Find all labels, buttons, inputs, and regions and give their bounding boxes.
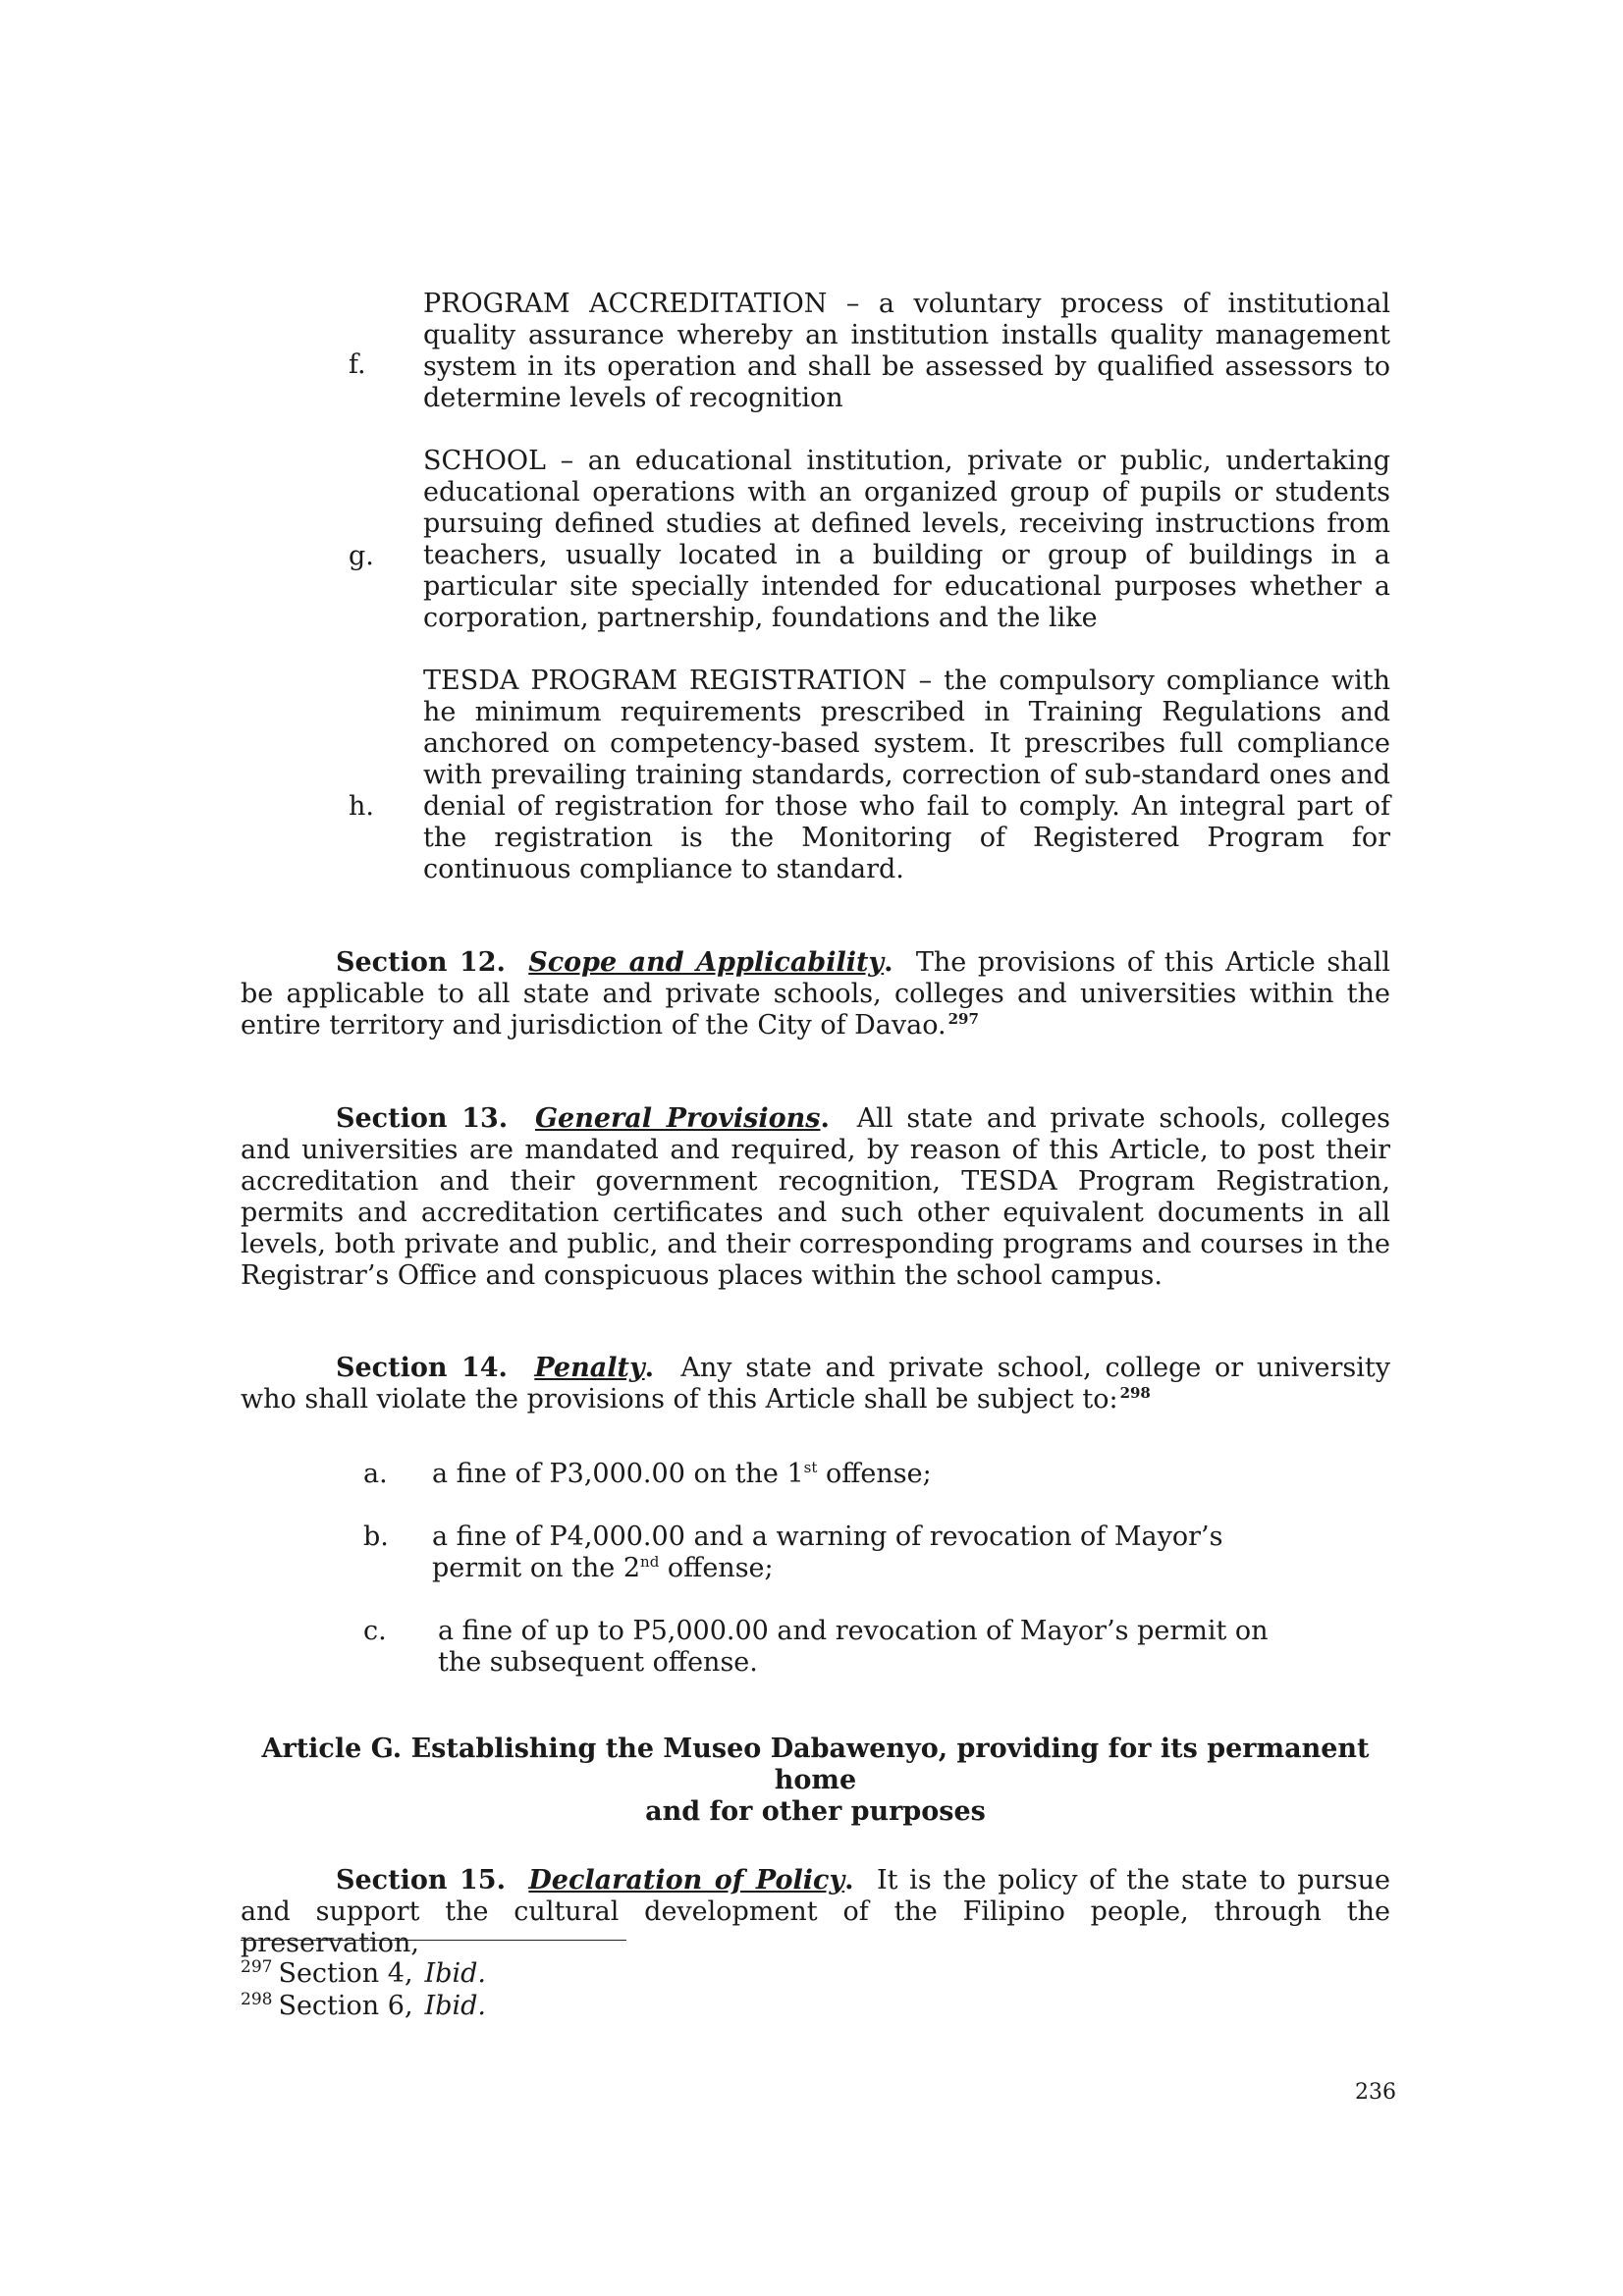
penalty-letter: b. [363,1522,389,1552]
penalty-letter: a. [363,1459,388,1489]
definition-text: TESDA PROGRAM REGISTRATION – the compulsory compliance with he minimum requirements prescribed in Training Regulations and anchored on competency-based system. It prescribes full compliance with prevailing training standards, correction of sub-standard ones and denial of registration for those who fail to comply. An integral part of the registration is the Monitoring of Registered Program for continuous compliance to standard. [423,666,1390,884]
footnote-ref: 297 [947,1010,979,1028]
footnote-298 [241,1991,486,2022]
definition-item-f [349,289,1390,414]
section-15 [241,1865,1390,1959]
section-14 [241,1353,1390,1415]
penalty-text: a fine of P4,000.00 and a warning of revocation of Mayor’s [432,1522,1223,1552]
section-12 [241,947,1390,1041]
footnote-ibid: Ibid. [424,1991,486,2021]
section-number: Section 12. [336,947,506,978]
article-heading-line: and for other purposes [645,1796,986,1827]
section-text: Any state and private school, college or university who shall violate the provisions of this Article shall be subject to: [241,1353,1390,1415]
footnote-number: 297 [241,1957,273,1977]
penalty-text-continued: permit on the 2nd offense; [432,1553,774,1583]
section-paragraph: Section 13. General Provisions. All state and private schools, colleges and universities are mandated and required, by reason of this Article, to post their accreditation and their government recognition, TESDA Program Registration, permits and accreditation certificates and such other equivalent documents in all levels, both private and public, and their corresponding programs and courses in the Registrar’s Office and conspicuous places within the school campus. [241,1103,1391,1291]
article-heading-line: Article G. Establishing the Museo Dabawenyo, providing for its permanent home [261,1734,1370,1795]
definition-item-h [349,666,1390,885]
page-number: 236 [1355,2080,1396,2105]
footnote-text: Section 6, [278,1991,413,2021]
section-paragraph: Section 14. Penalty. Any state and private school, college or university who shall violate the provisions of this Article shall be subject to: $^{298}$ [241,1353,1390,1415]
section-paragraph: Section 15. Declaration of Policy. It is the policy of the state to pursue and support the cultural development of the Filipino people, through the preservation, [241,1865,1390,1958]
penalty-text: a fine of P3,000.00 on the 1st offense; [432,1459,932,1489]
footnote-number: 298 [241,1990,273,2009]
section-paragraph: Section 12. Scope and Applicability. The provisions of this Article shall be applicable to all state and private schools, colleges and universities within the entire territory and jurisdiction of the City of Davao. $^{297}$ [241,947,1390,1041]
section-number: Section 15. [336,1865,506,1896]
footnote-ref: 298 [1119,1384,1151,1402]
section-title: Penalty [534,1353,645,1383]
section-number: Section 13. [336,1103,509,1134]
penalty-text-continued: the subsequent offense. [438,1647,758,1678]
footnote-text: Section 4, [278,1958,413,1989]
section-13 [241,1103,1390,1292]
article-heading [241,1734,1390,1828]
definition-letter: h. [349,791,374,822]
footnote-297 [241,1958,486,1990]
section-number: Section 14. [336,1353,508,1383]
section-title: Scope and Applicability [528,947,885,978]
footnote-ibid: Ibid. [424,1958,486,1989]
definition-letter: g. [349,541,374,571]
section-text: It is the policy of the state to pursue and support the cultural development of the Filipino people, through the preservation, [241,1865,1390,1958]
definition-text: PROGRAM ACCREDITATION – a voluntary process of institutional quality assurance whereby an institution installs quality management system in its operation and shall be assessed by qualified assessors to determine levels of recognition [423,289,1390,413]
section-text: All state and private schools, colleges and universities are mandated and required, by reason of this Article, to post their accreditation and their government recognition, TESDA Program Registration, permits and accreditation certificates and such other equivalent documents in all levels, both private and public, and their corresponding programs and courses in the Registrar’s Office and conspicuous places within the school campus. [241,1103,1391,1291]
penalty-letter: c. [363,1616,387,1646]
definition-item-g [349,446,1390,634]
section-title: General Provisions [534,1103,821,1134]
section-text: The provisions of this Article shall be applicable to all state and private schools, colleges and universities within the entire territory and jurisdiction of the City of Davao. [241,947,1390,1041]
footnote-divider [241,1940,626,1941]
definition-text: SCHOOL – an educational institution, private or public, undertaking educational operations with an organized group of pupils or students pursuing defined studies at defined levels, receiving instructions from teachers, usually located in a building or group of buildings in a particular site specially intended for educational purposes whether a corporation, partnership, foundations and the like [423,446,1390,633]
definition-letter: f. [349,349,366,380]
section-title: Declaration of Policy [528,1865,845,1896]
penalty-text: a fine of up to P5,000.00 and revocation of Mayor’s permit on [438,1616,1269,1646]
